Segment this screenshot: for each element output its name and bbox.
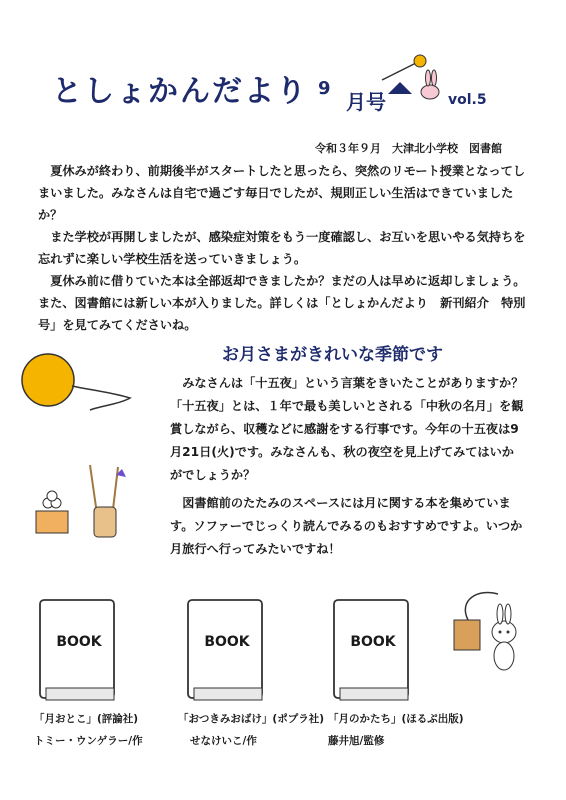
issuer-line: 令和３年９月 大津北小学校 図書館 bbox=[315, 142, 502, 155]
book-icon bbox=[332, 598, 414, 703]
book-title: 「月のかたち」(ほるぷ出版) bbox=[328, 713, 464, 725]
volume-number: vol.5 bbox=[448, 92, 487, 108]
book-cover-label: BOOK bbox=[350, 634, 396, 650]
book-2-cover bbox=[186, 598, 268, 703]
tsukimi-offering-icon bbox=[30, 455, 150, 545]
book-3-cover bbox=[332, 598, 414, 703]
moon-icon bbox=[20, 348, 140, 418]
rabbit-balloon-icon bbox=[378, 54, 448, 104]
book-author: 藤井旭/監修 bbox=[328, 735, 385, 747]
book-title: 「月おとこ」(評論社) bbox=[34, 713, 139, 725]
book-author: トミー・ウンゲラー/作 bbox=[34, 735, 143, 747]
book-icon bbox=[38, 598, 120, 703]
issue-month-number: 9 bbox=[318, 78, 331, 99]
book-1-cover bbox=[38, 598, 120, 703]
jugoya-paragraph: みなさんは「十五夜」という言葉をきいたことがありますか？「十五夜」とは、１年で最も美しいとされる「中秋の名月」を観賞しながら、収穫などに感謝をする行事です。今年の十五夜は9月21日(火)です。みなさんも、秋の夜空を見上げてみてはいかがでしょうか？ bbox=[170, 376, 524, 482]
book-2-caption bbox=[178, 708, 324, 752]
moon-section-body bbox=[170, 372, 526, 487]
book-1-caption bbox=[34, 708, 143, 752]
intro-paragraph: また学校が再開しましたが、感染症対策をもう一度確認し、お互いを思いやる気持ちを忘れずに楽しい学校生活を送っていきましょう。 bbox=[38, 230, 526, 266]
book-cover-label: BOOK bbox=[56, 634, 102, 650]
book-author: せなけいこ/作 bbox=[190, 735, 257, 747]
book-title: 「おつきみおばけ」(ポプラ社) bbox=[178, 713, 324, 725]
intro-paragraph: 夏休みが終わり、前期後半がスタートしたと思ったら、突然のリモート授業となってしまいました。みなさんは自宅で過ごす毎日でしたが、規則正しい生活はできていましたか？ bbox=[38, 164, 526, 222]
section-heading: お月さまがきれいな季節です bbox=[222, 345, 443, 365]
book-3-caption bbox=[328, 708, 464, 752]
rabbit-teabag-icon bbox=[448, 580, 538, 680]
intro-text bbox=[38, 160, 528, 336]
intro-paragraph: 夏休み前に借りていた本は全部返却できましたか？まだの人は早めに返却しましょう。また、図書館には新しい本が入りました。詳しくは「としょかんだより 新刊紹介 特別号」を見てみてくださいね。 bbox=[38, 274, 526, 332]
book-cover-label: BOOK bbox=[204, 634, 250, 650]
moon-books-paragraph: 図書館前のたたみのスペースには月に関する本を集めています。ソファーでじっくり読んでみるのもおすすめですよ。いつか月旅行へ行ってみたいですね！ bbox=[170, 496, 523, 556]
library-corner-body bbox=[170, 492, 530, 561]
book-icon bbox=[186, 598, 268, 703]
issue-month-label: 月号 bbox=[346, 90, 386, 114]
newsletter-title: としょかんだより bbox=[52, 74, 308, 109]
